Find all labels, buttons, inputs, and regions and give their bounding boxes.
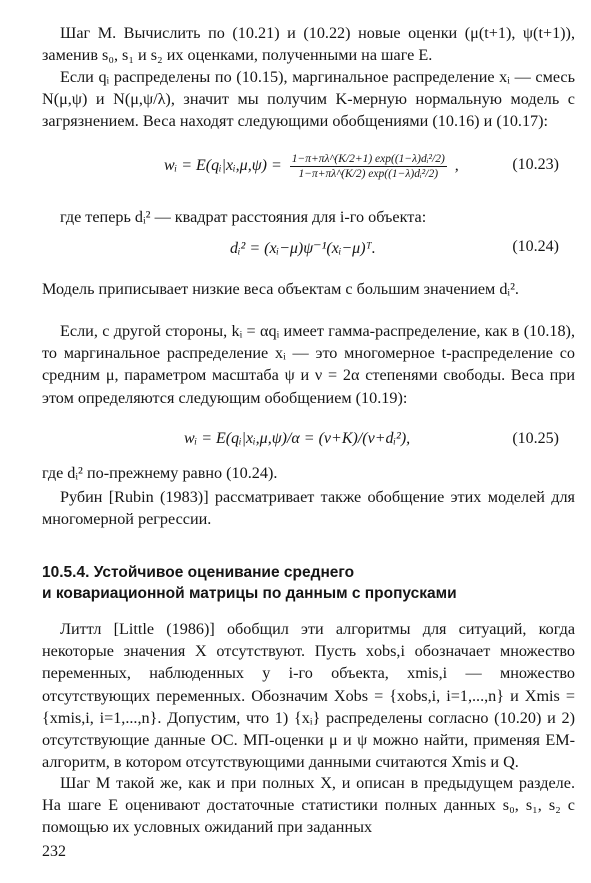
paragraph-gamma: Если, с другой стороны, kᵢ = αqᵢ имеет гамма-распределение, как в (10.18), то маргинальное распределение xᵢ — это многомерное t-распределение со средним μ, параметром масштаба ψ и ν = 2α степенями свободы. Веса при этом определяются следующим обобщением (10.19): <box>42 322 575 407</box>
paragraph-distance-def: где теперь dᵢ² — квадрат расстояния для i-го объекта: <box>60 208 427 226</box>
equation-10-24 <box>42 236 575 276</box>
eq23-numerator: 1−π+πλ^(K/2+1) exp((1−λ)dᵢ²/2) <box>291 153 445 165</box>
section-heading-line1: 10.5.4. Устойчивое оценивание среднего <box>42 564 355 581</box>
eq24-body: dᵢ² = (xᵢ−μ)ψ⁻¹(xᵢ−μ)ᵀ. <box>230 240 376 257</box>
eq25-number: (10.25) <box>512 430 559 447</box>
paragraph-still-equal: где dᵢ² по-прежнему равно (10.24). <box>42 464 278 482</box>
paragraph-low-weights: Модель приписывает низкие веса объектам с большим значением dᵢ². <box>42 280 519 298</box>
equation-10-23 <box>42 146 575 186</box>
eq23-number: (10.23) <box>512 156 559 173</box>
section-heading-line2: и ковариационной матрицы по данным с пропусками <box>42 585 457 602</box>
paragraph-rubin: Рубин [Rubin (1983)] рассматривает также обобщение этих моделей для многомерной регрессии. <box>42 488 575 529</box>
paragraph-step-m-same: Шаг М такой же, как и при полных X, и описан в предыдущем разделе. На шаге Е оценивают достаточные статистики полных данных s₀, s₁, s₂ с помощью их условных ожиданий при заданных <box>42 774 575 837</box>
page-number: 232 <box>42 843 66 860</box>
eq23-lhs: wᵢ = E(qᵢ|xᵢ,μ,ψ) = <box>164 157 282 175</box>
eq24-number: (10.24) <box>512 238 559 255</box>
eq23-fraction <box>290 152 447 181</box>
paragraph-little: Литтл [Little (1986)] обобщил эти алгоритмы для ситуаций, когда некоторые значения X отсутствуют. Пусть xobs,i обозначает множество переменных, наблюденных у i-го объекта, xmis,i — множество отсутствующих переменных. Обозначим Xobs = {xobs,i, i=1,...,n} и Xmis = {xmis,i, i=1,...,n}. Допустим, что 1) {xᵢ} распределены согласно (10.20) и 2) отсутствующие данные ОС. МП-оценки μ и ψ можно найти, применяя ЕМ-алгоритм, в котором отсутствующими данными считаются Xmis и Q. <box>42 620 575 772</box>
eq23-denominator: 1−π+πλ^(K/2) exp((1−λ)dᵢ²/2) <box>298 168 439 180</box>
section-heading <box>42 562 582 604</box>
paragraph-step-m: Шаг М. Вычислить по (10.21) и (10.22) новые оценки (μ(t+1), ψ(t+1)), заменив s₀, s₁ и s₂ их оценками, полученными на шаге Е. <box>42 24 575 65</box>
paragraph-contaminated-model: Если qᵢ распределены по (10.15), маргинальное распределение xᵢ — смесь N(μ,ψ) и N(μ,ψ/λ), значит мы получим K-мерную нормальную модель с загрязнением. Веса находят следующими обобщениями (10.16) и (10.17): <box>42 68 575 131</box>
eq25-body: wᵢ = E(qᵢ|xᵢ,μ,ψ)/α = (ν+K)/(ν+dᵢ²), <box>184 430 411 447</box>
eq23-tail: , <box>454 157 459 175</box>
